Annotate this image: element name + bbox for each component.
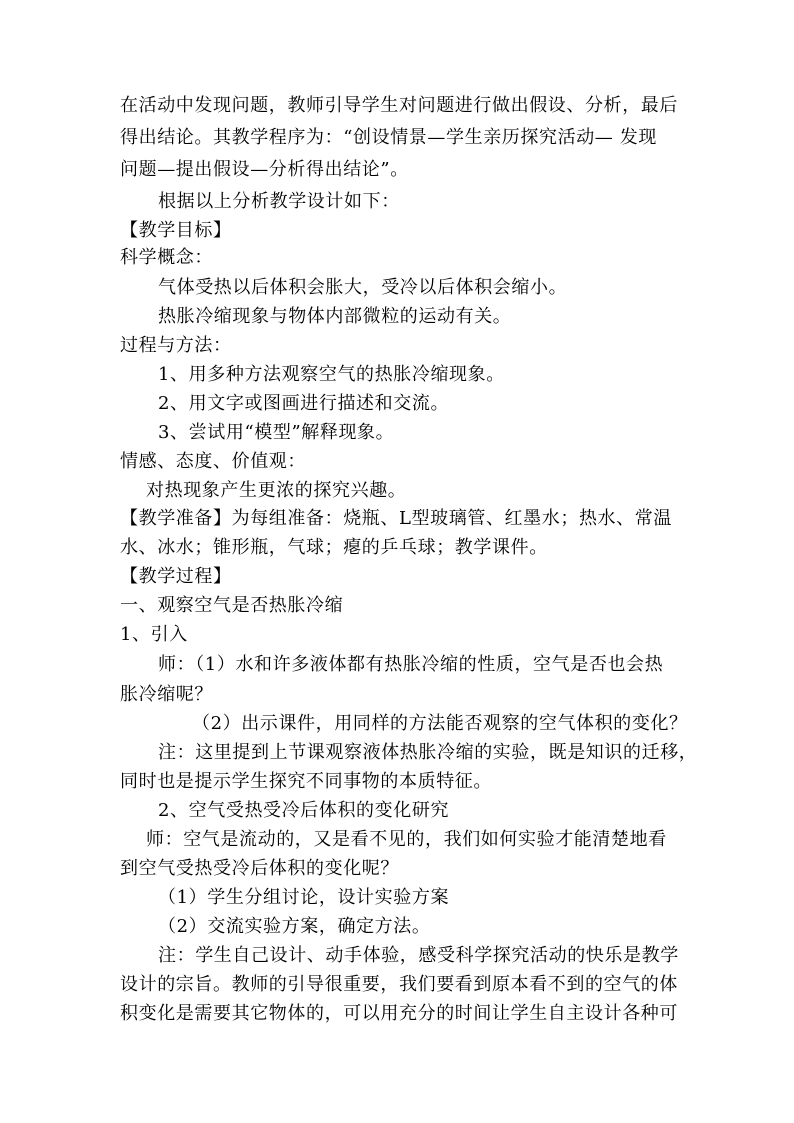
note-line: 注：这里提到上节课观察液体热胀冷缩的实验，既是知识的迁移， — [158, 742, 698, 763]
list-item: 气体受热以后体积会胀大，受冷以后体积会缩小。 — [158, 277, 568, 298]
subsection-heading: 情感、态度、价值观： — [120, 451, 306, 472]
section-heading: 【教学目标】 — [120, 220, 232, 241]
paragraph-line: 师：空气是流动的，又是看不见的，我们如何实验才能清楚地看 — [146, 829, 667, 850]
list-item: （1）学生分组讨论，设计实验方案 — [158, 887, 450, 908]
list-item: 2、用文字或图画进行描述和交流。 — [158, 393, 450, 414]
subsection-heading: 2、空气受热受冷后体积的变化研究 — [158, 800, 450, 821]
subsection-heading: 过程与方法： — [120, 335, 232, 356]
note-line: 积变化是需要其它物体的，可以用充分的时间让学生自主设计各种可 — [120, 1003, 678, 1024]
list-item: 热胀冷缩现象与物体内部微粒的运动有关。 — [158, 306, 512, 327]
note-line: 设计的宗旨。教师的引导很重要，我们要看到原本看不到的空气的体 — [120, 974, 678, 995]
paragraph-line: 得出结论。其教学程序为：“创设情景—学生亲历探究活动— 发现 — [120, 127, 657, 148]
subsection-heading: 1、引入 — [120, 624, 188, 645]
paragraph-line: 师：（1）水和许多液体都有热胀冷缩的性质，空气是否也会热 — [158, 654, 664, 675]
subsection-heading: 一、观察空气是否热胀冷缩 — [120, 595, 344, 616]
section-heading: 【教学过程】 — [120, 566, 232, 587]
paragraph-line: 胀冷缩呢？ — [120, 684, 213, 705]
list-item: 1、用多种方法观察空气的热胀冷缩现象。 — [158, 364, 505, 385]
paragraph-line: 在活动中发现问题，教师引导学生对问题进行做出假设、分析，最后 — [120, 95, 678, 116]
paragraph-line: 水、冰水；锥形瓶，气球；瘪的乒乓球；教学课件。 — [120, 537, 548, 558]
note-line: 注：学生自己设计、动手体验，感受科学探究活动的快乐是教学 — [158, 945, 679, 966]
paragraph-line: 问题—提出假设—分析得出结论”。 — [120, 159, 409, 180]
list-item: 3、尝试用“模型”解释现象。 — [158, 422, 395, 443]
section-heading: 【教学准备】为每组准备：烧瓶、L型玻璃管、红墨水；热水、常温 — [120, 508, 672, 529]
paragraph-line: （2）出示课件，用同样的方法能否观察的空气体积的变化？ — [192, 713, 688, 734]
note-line: 同时也是提示学生探究不同事物的本质特征。 — [120, 771, 492, 792]
paragraph-line: 根据以上分析教学设计如下： — [158, 191, 400, 212]
paragraph-line: 到空气受热受冷后体积的变化呢？ — [120, 858, 399, 879]
list-item: （2）交流实验方案，确定方法。 — [158, 916, 431, 937]
subsection-heading: 科学概念： — [120, 247, 213, 268]
list-item: 对热现象产生更浓的探究兴趣。 — [146, 480, 407, 501]
